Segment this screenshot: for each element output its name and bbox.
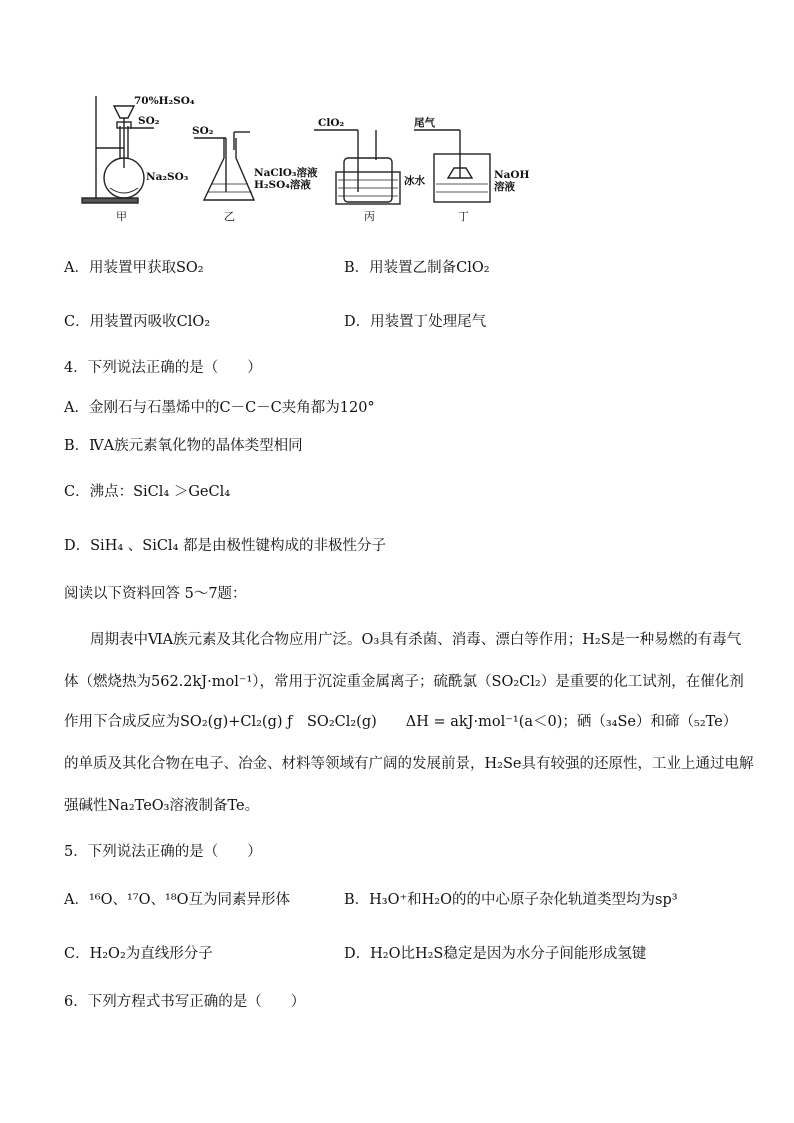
ding-solution1-label: NaOH bbox=[494, 169, 530, 181]
q3-option-c: C．用装置丙吸收ClO₂ bbox=[64, 314, 211, 330]
reading-line-2: 体（燃烧热为562.2kJ·mol⁻¹），常用于沉淀重金属离子；硫酰氯（SO₂Cl₂）是重要的化工试剂，在催化剂 bbox=[64, 674, 744, 690]
bing-bath-label: 冰水 bbox=[404, 175, 425, 187]
reading-line-1: 周期表中ⅥA族元素及其化合物应用广泛。O₃具有杀菌、消毒、漂白等作用；H₂S是一种易燃的有毒气 bbox=[90, 632, 742, 648]
stand-base bbox=[82, 198, 138, 203]
jia-caption: 甲 bbox=[116, 210, 127, 223]
apparatus-diagram bbox=[74, 88, 534, 228]
jia-gas-label: SO₂ bbox=[138, 115, 160, 127]
q4-stem: 4．下列说法正确的是（ ） bbox=[64, 360, 262, 376]
apparatus-figure bbox=[74, 88, 534, 228]
conical-flask bbox=[204, 138, 254, 200]
q4-option-c: C．沸点：SiCl₄ ＞GeCl₄ bbox=[64, 484, 231, 500]
ding-solution2-label: 溶液 bbox=[494, 181, 515, 193]
q5-option-b: B．H₃O⁺和H₂O的的中心原子杂化轨道类型均为sp³ bbox=[344, 892, 678, 908]
q6-stem: 6．下列方程式书写正确的是（ ） bbox=[64, 994, 306, 1010]
q3-option-a: A．用装置甲获取SO₂ bbox=[64, 260, 204, 276]
yi-solution1-label: NaClO₃溶液 bbox=[254, 167, 318, 179]
yi-caption: 乙 bbox=[224, 210, 235, 223]
ding-gas-label: 尾气 bbox=[414, 117, 435, 129]
reading-line-4: 的单质及其化合物在电子、冶金、材料等领域有广阔的发展前景，H₂Se具有较强的还原性，工业上通过电解 bbox=[64, 756, 754, 772]
reading-line-3: 作用下合成反应为SO₂(g)+Cl₂(g) ƒ SO₂Cl₂(g) ΔH = akJ·mol⁻¹(a＜0)；硒（₃₄Se）和碲（₅₂Te） bbox=[64, 714, 738, 730]
jia-reagent-label: 70%H₂SO₄ bbox=[134, 95, 195, 107]
dropping-funnel bbox=[114, 106, 134, 118]
bing-gas-label: ClO₂ bbox=[318, 117, 345, 129]
yi-gas-label: SO₂ bbox=[192, 125, 214, 137]
q5-option-d: D．H₂O比H₂S稳定是因为水分子间能形成氢键 bbox=[344, 946, 647, 962]
q4-option-d: D．SiH₄ 、SiCl₄ 都是由极性键构成的非极性分子 bbox=[64, 538, 386, 554]
reading-line-5: 强碱性Na₂TeO₃溶液制备Te。 bbox=[64, 798, 260, 814]
ding-caption: 丁 bbox=[458, 210, 469, 223]
q3-option-b: B．用装置乙制备ClO₂ bbox=[344, 260, 490, 276]
q4-option-a: A．金刚石与石墨烯中的C－C－C夹角都为120° bbox=[64, 400, 375, 416]
q3-option-d: D．用装置丁处理尾气 bbox=[344, 314, 487, 330]
yi-solution2-label: H₂SO₄溶液 bbox=[254, 179, 311, 191]
q5-stem: 5．下列说法正确的是（ ） bbox=[64, 844, 262, 860]
q5-option-a: A．¹⁶O、¹⁷O、¹⁸O互为同素异形体 bbox=[64, 892, 291, 908]
reading-intro: 阅读以下资料回答 5～7题： bbox=[64, 586, 247, 602]
bing-caption: 丙 bbox=[364, 210, 375, 223]
q5-option-c: C．H₂O₂为直线形分子 bbox=[64, 946, 213, 962]
jia-solid-label: Na₂SO₃ bbox=[146, 171, 189, 183]
q4-option-b: B．ⅣA族元素氧化物的晶体类型相同 bbox=[64, 438, 303, 454]
